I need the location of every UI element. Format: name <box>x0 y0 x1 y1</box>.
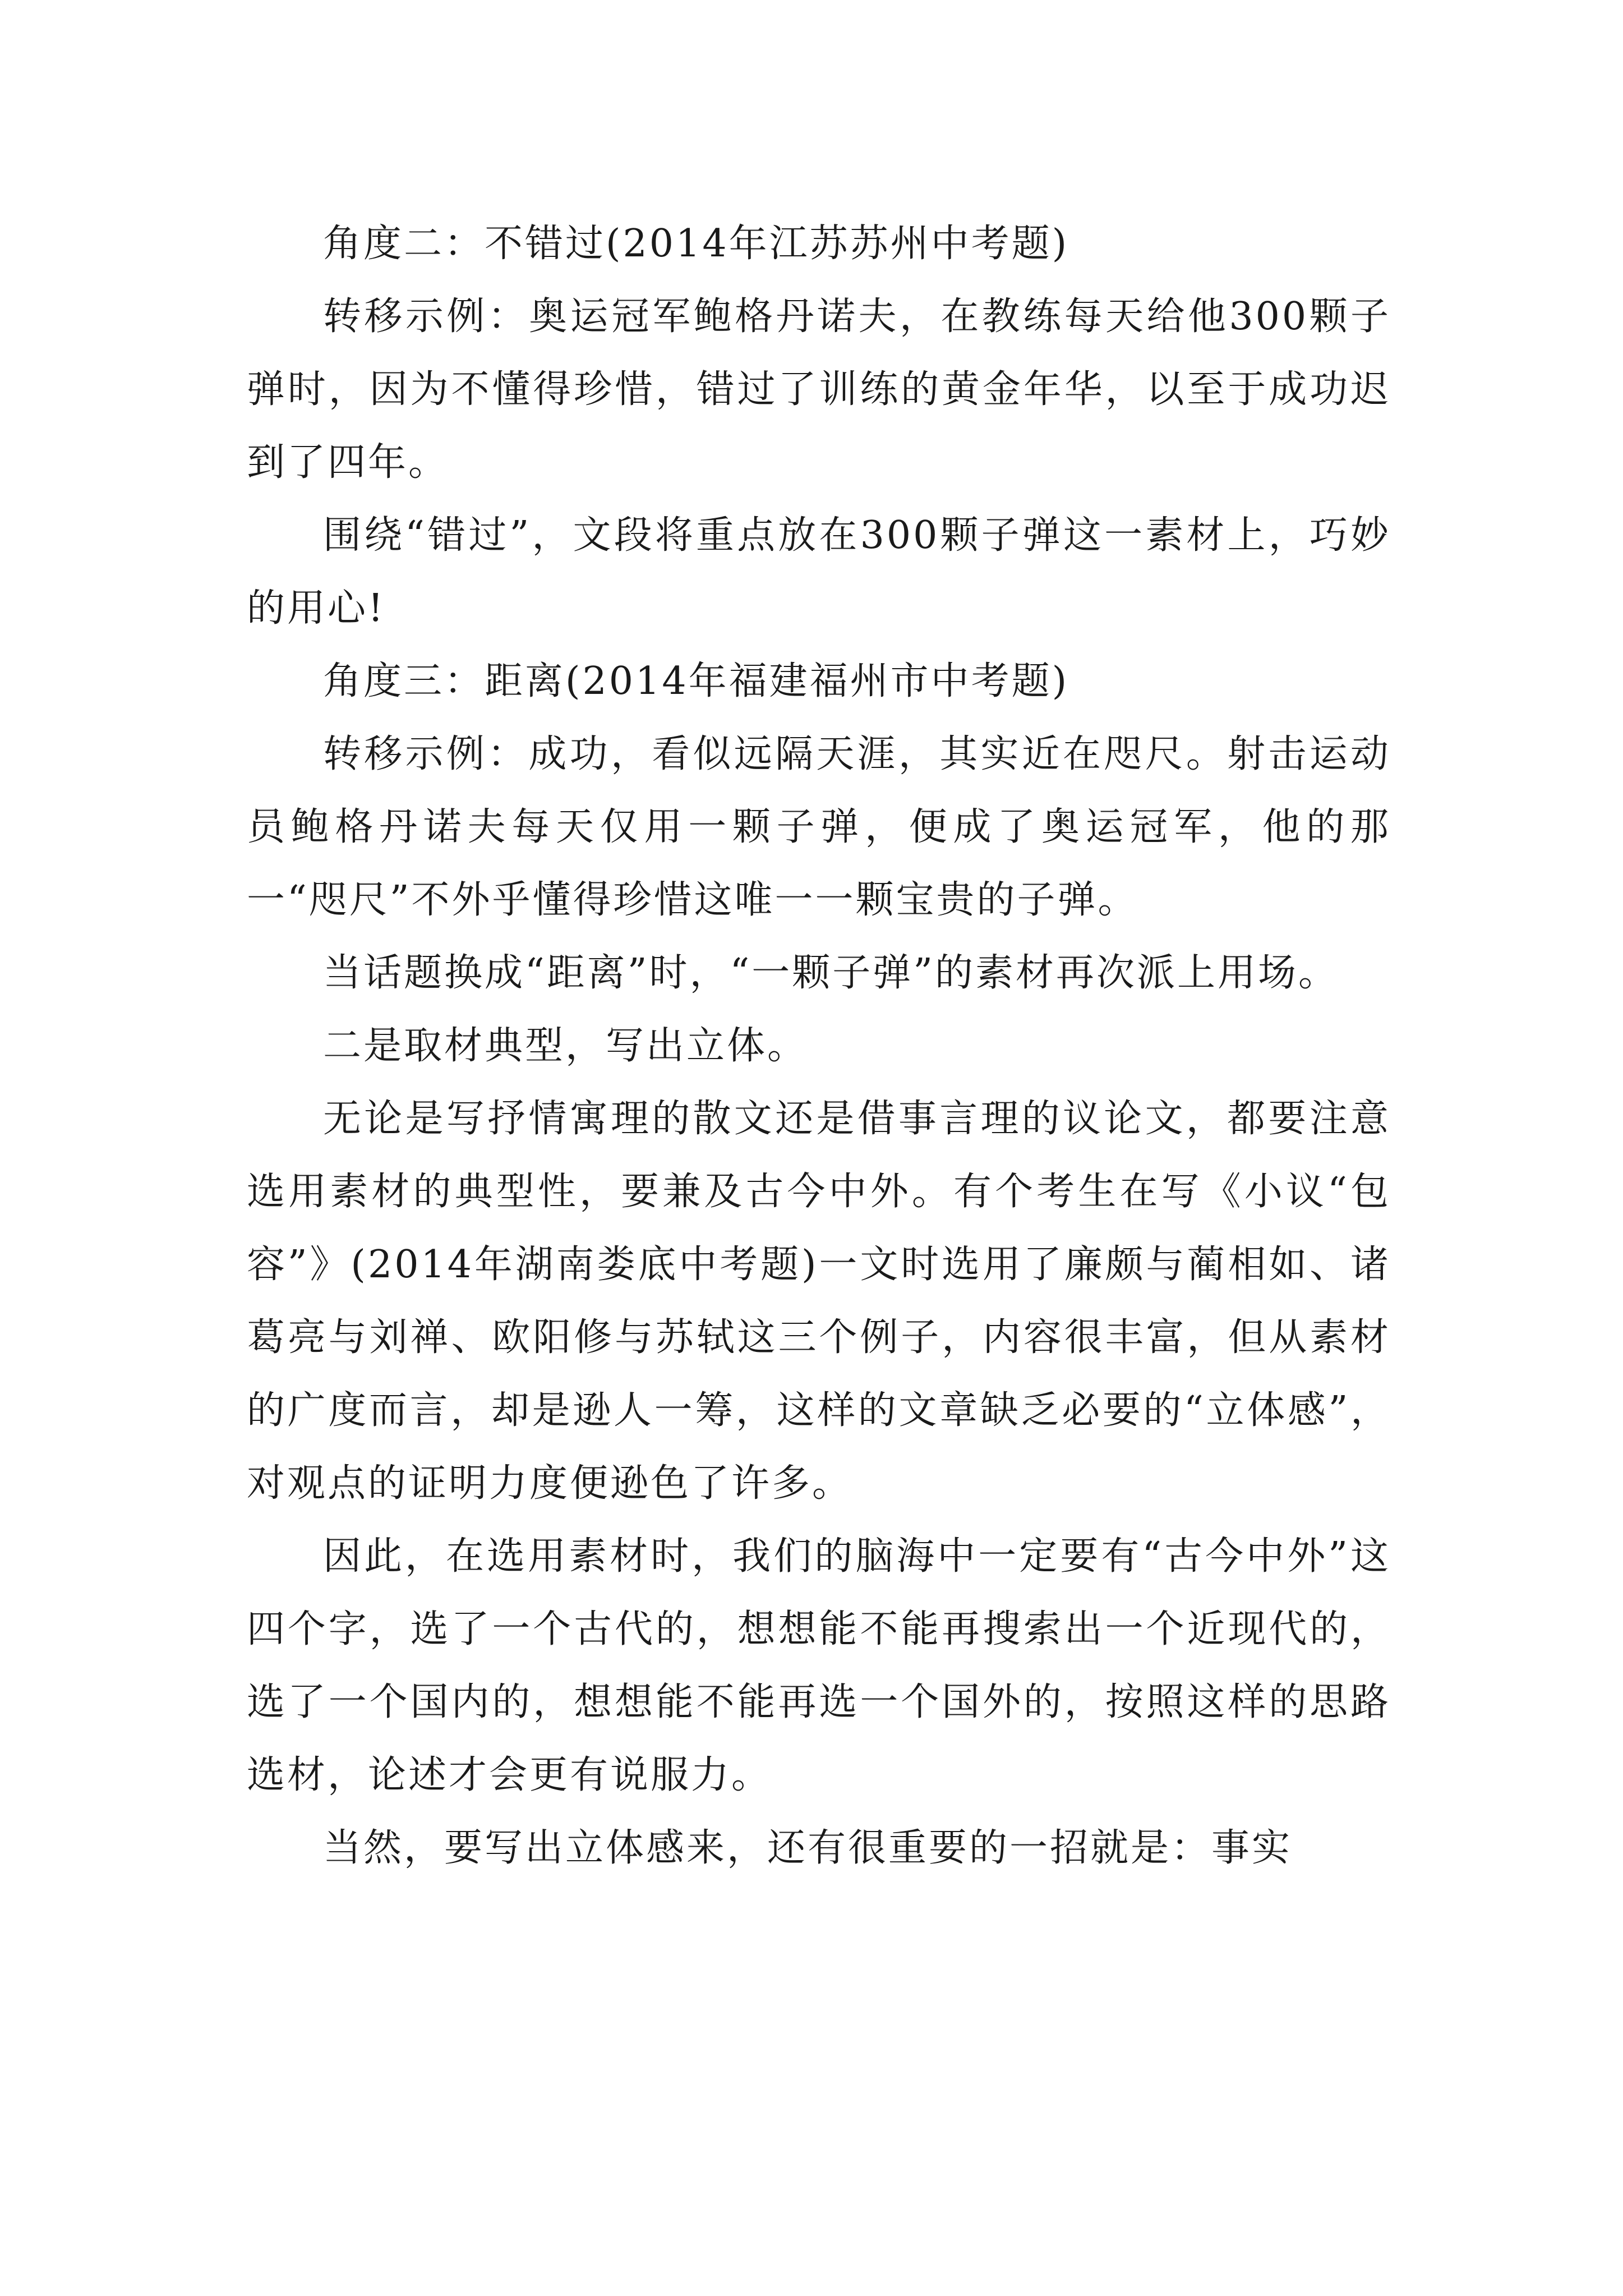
paragraph-angle-two-heading: 角度二：不错过(2014年江苏苏州中考题) <box>323 222 1069 266</box>
paragraph-transfer-example-2: 转移示例：成功，看似远隔天涯，其实近在咫尺。射击运动员鲍格丹诺夫每天仅用一颗子弹，便成了奥运冠军，他的那一“咫尺”不外乎懂得珍惜这唯一一颗宝贵的子弹。 <box>247 732 1391 922</box>
paragraph-comment-2: 当话题换成“距离”时，“一颗子弹”的素材再次派上用场。 <box>323 951 1339 995</box>
paragraph-of-course: 当然，要写出立体感来，还有很重要的一招就是：事实 <box>323 1826 1293 1870</box>
paragraph-therefore: 因此，在选用素材时，我们的脑海中一定要有“古今中外”这四个字，选了一个古代的，想想能不能再搜索出一个近现代的，选了一个国内的，想想能不能再选一个国外的，按照这样的思路选材，论述才会更有说服力。 <box>247 1534 1391 1797</box>
document-body <box>247 208 1391 1885</box>
paragraph-point-two-heading: 二是取材典型，写出立体。 <box>323 1024 808 1068</box>
paragraph-angle-three-heading: 角度三：距离(2014年福建福州市中考题) <box>323 659 1069 703</box>
paragraph-transfer-example-1: 转移示例：奥运冠军鲍格丹诺夫，在教练每天给他300颗子弹时，因为不懂得珍惜，错过了训练的黄金年华，以至于成功迟到了四年。 <box>247 295 1391 485</box>
paragraph-comment-1: 围绕“错过”，文段将重点放在300颗子弹这一素材上，巧妙的用心! <box>247 513 1391 631</box>
paragraph-typical-material: 无论是写抒情寓理的散文还是借事言理的议论文，都要注意选用素材的典型性，要兼及古今中外。有个考生在写《小议“包容”》(2014年湖南娄底中考题)一文时选用了廉颇与蔺相如、诸葛亮与刘禅、欧阳修与苏轼这三个例子，内容很丰富，但从素材的广度而言，却是逊人一筹，这样的文章缺乏必要的“立体感”，对观点的证明力度便逊色了许多。 <box>247 1097 1391 1506</box>
